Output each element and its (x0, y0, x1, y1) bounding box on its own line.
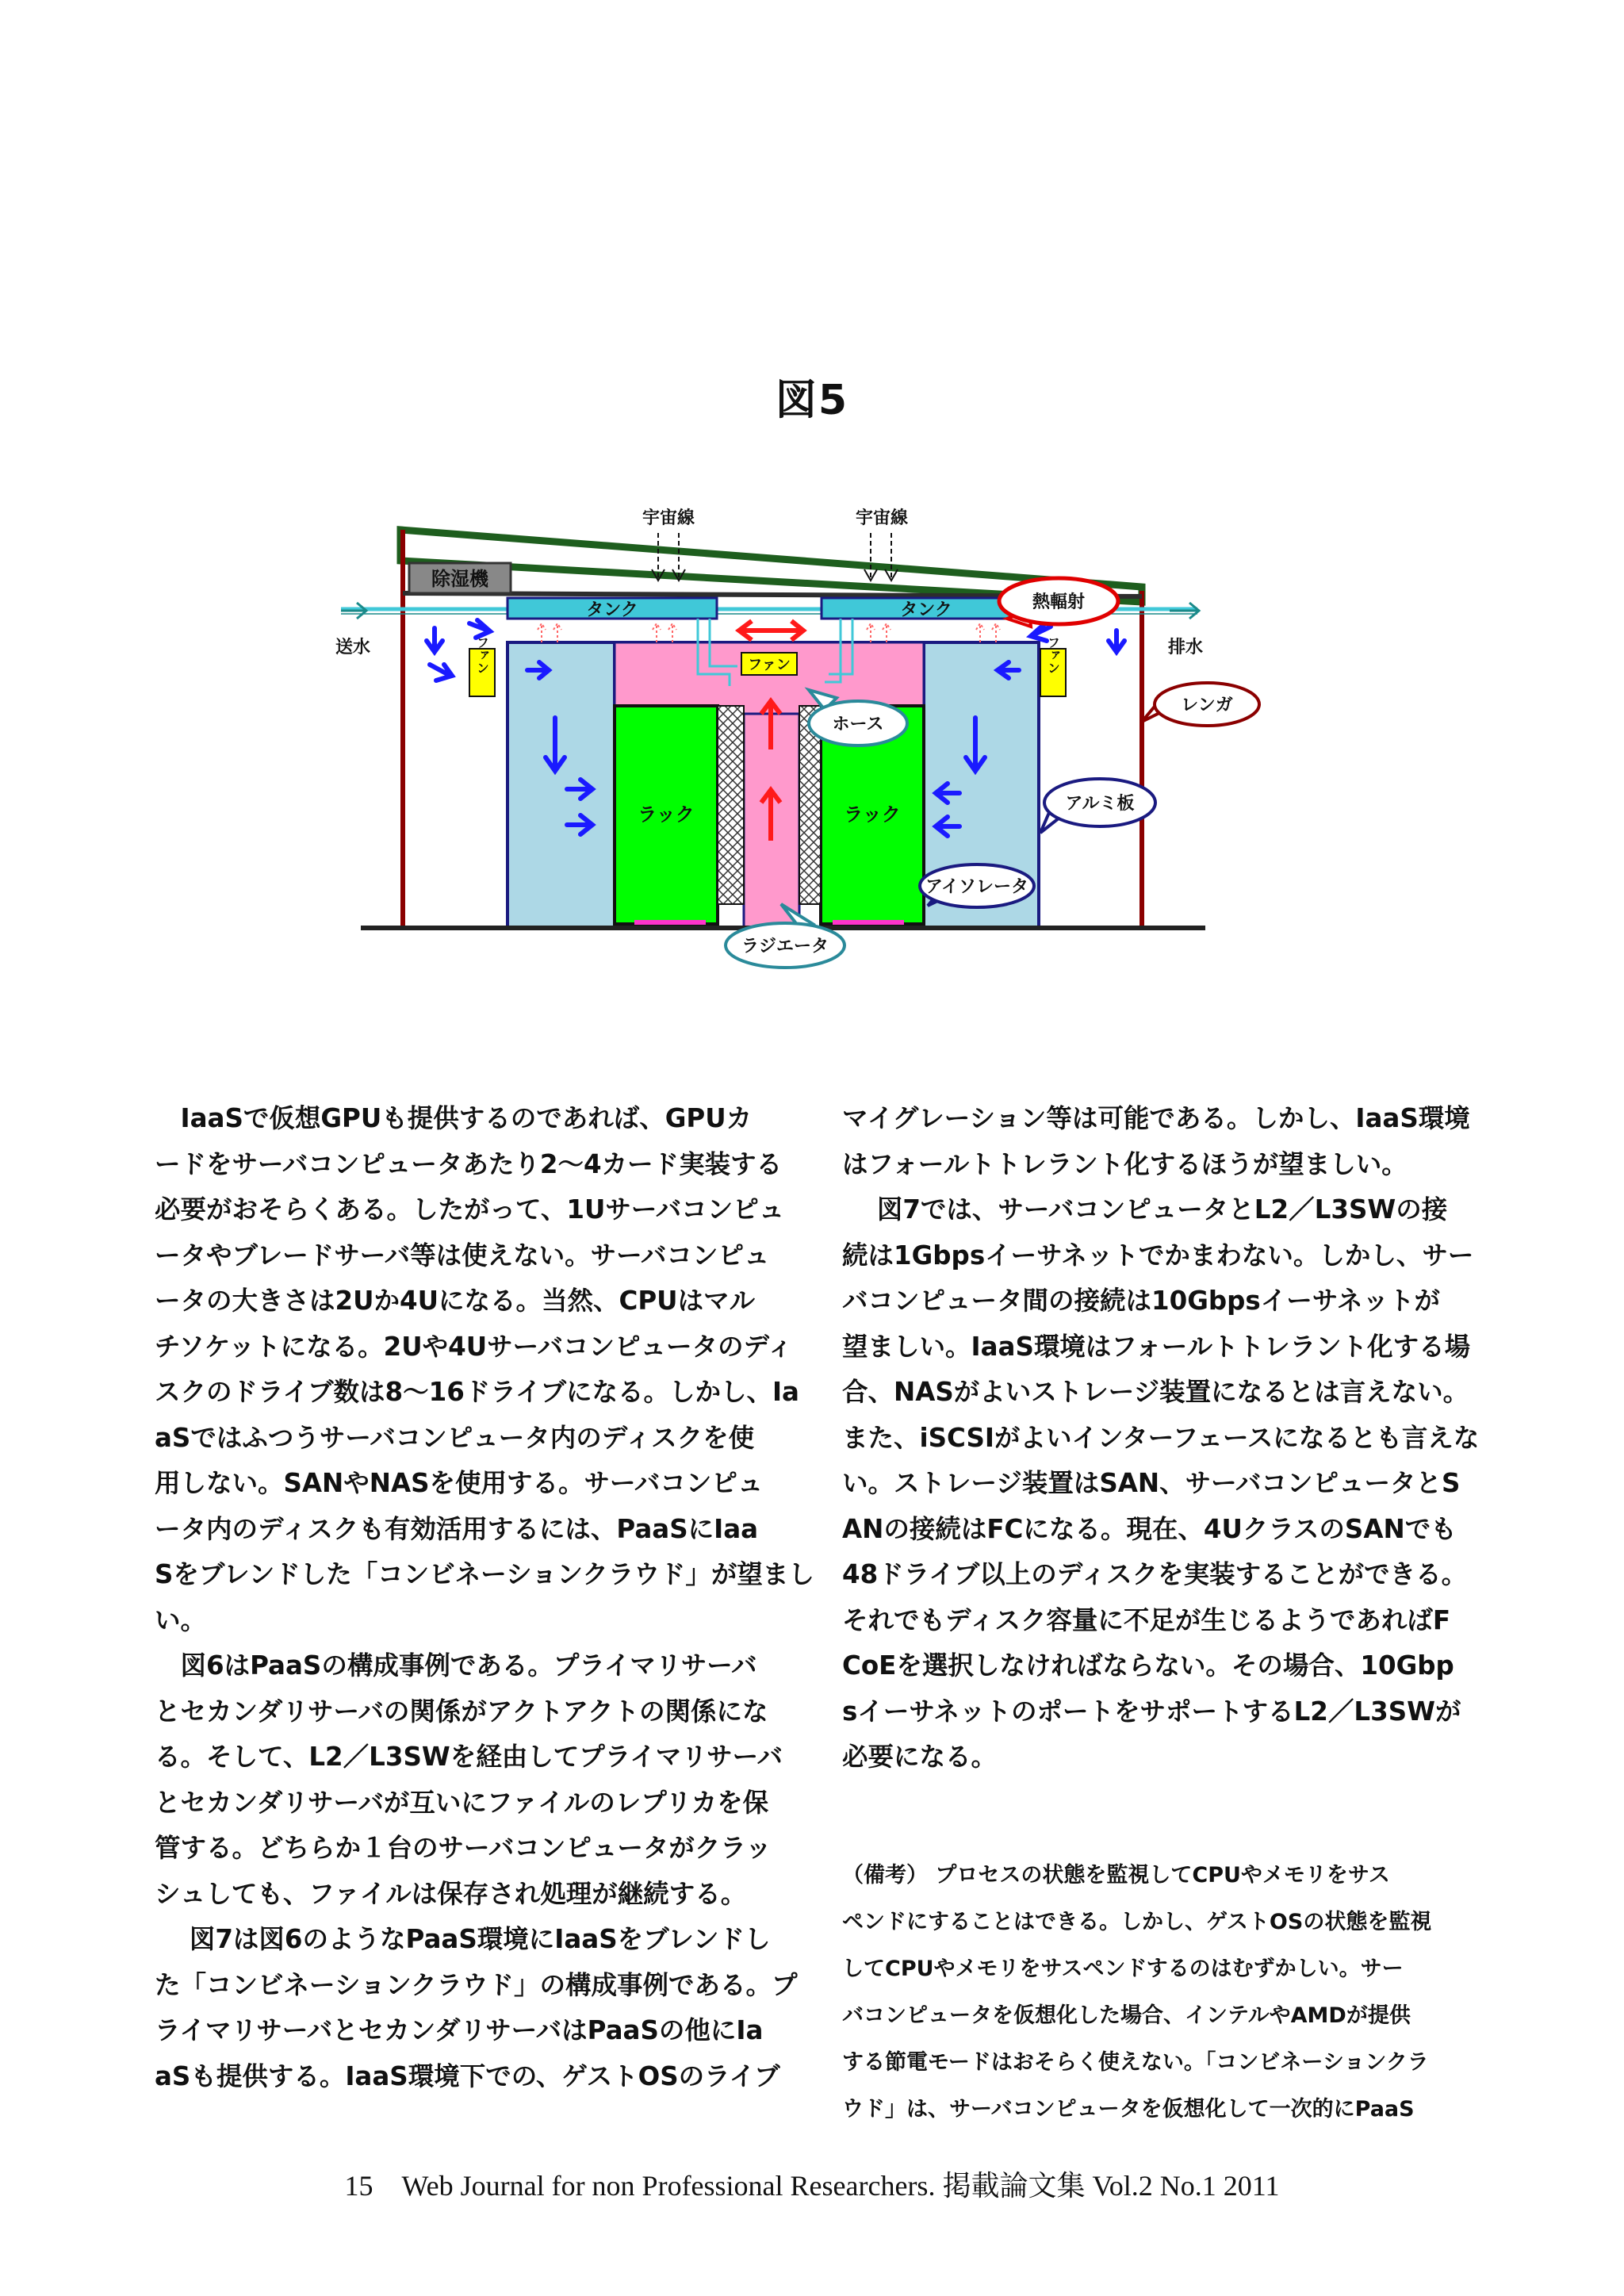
text-line: スクのドライブ数は8～16ドライブになる。しかし、Ia (155, 1377, 799, 1407)
insulator-callout (920, 864, 1034, 907)
cosmic-ray-label-1: 宇宙線 (642, 508, 695, 528)
text-line: それでもディスク容量に不足が生じるようであればF (842, 1604, 1451, 1635)
notes-block (842, 1852, 1477, 2133)
brick-label: レンガ (1181, 696, 1233, 715)
heat-radiation-callout (999, 578, 1118, 627)
text-line: aSも提供する。IaaS環境下での、ゲストOSのライブ (155, 2060, 780, 2091)
body-left-column (155, 1096, 814, 2099)
text-line: バコンピュータを仮想化した場合、インテルやAMDが提供 (842, 2003, 1411, 2028)
cooling-diagram (0, 0, 1624, 999)
text-line: マイグレーション等は可能である。しかし、IaaS環境 (842, 1103, 1470, 1133)
text-line: ータ内のディスクも有効活用するには、PaaSにIaa (155, 1513, 759, 1544)
cold-aisle-left (508, 642, 615, 928)
text-line: ードをサーバコンピュータあたり2～4カード実装する (155, 1148, 783, 1179)
text-line: してCPUやメモリをサスペンドするのはむずかしい。サー (842, 1957, 1404, 1981)
heat-radiation-label: 熱輻射 (1032, 592, 1086, 612)
text-line: 必要になる。 (842, 1742, 998, 1772)
text-line: た「コンビネーションクラウド」の構成事例である。プ (155, 1969, 798, 2000)
text-line: sイーサネットのポートをサポートするL2／L3SWが (842, 1696, 1461, 1727)
text-line: 図7では、サーバコンピュータとL2／L3SWの接 (842, 1194, 1448, 1225)
radiator-label: ラジエータ (741, 937, 829, 956)
floor-strip-1 (634, 920, 706, 925)
water-out-label: 排水 (1167, 638, 1204, 657)
text-line: Sをブレンドした「コンビネーションクラウド」が望まし (155, 1559, 814, 1589)
tank-1-label: タンク (586, 600, 638, 620)
text-line: 続は1Gbpsイーサネットでかまわない。しかし、サー (842, 1240, 1474, 1271)
text-line: ライマリサーバとセカンダリサーバはPaaSの他にIa (155, 2015, 764, 2045)
text-line: ペンドにすることはできる。しかし、ゲストOSの状態を監視 (842, 1910, 1432, 1934)
fan-center-label: ファン (748, 657, 791, 673)
text-line: シュしても、ファイルは保存され処理が継続する。 (155, 1878, 747, 1909)
text-line: はフォールトトレラント化するほうが望ましい。 (842, 1148, 1408, 1179)
cosmic-ray-label-2: 宇宙線 (855, 508, 909, 528)
text-line: 図6はPaaSの構成事例である。プライマリサーバ (155, 1650, 757, 1681)
water-in-label: 送水 (335, 638, 371, 657)
radiator-left (718, 706, 744, 904)
brick-callout (1142, 683, 1259, 726)
text-line: チソケットになる。2Uや4Uサーバコンピュータのディ (155, 1331, 793, 1362)
rack-2-label: ラック (844, 803, 901, 826)
fan-left-label: ファン (474, 636, 490, 674)
body-right-column (842, 1096, 1480, 1780)
hose-label: ホース (832, 715, 884, 734)
text-line: い。ストレージ装置はSAN、サーバコンピュータとS (842, 1468, 1461, 1498)
text-line: 必要がおそらくある。したがって、1Uサーバコンピュ (155, 1194, 785, 1225)
text-line: る。そして、L2／L3SWを経由してプライマリサーバ (155, 1742, 783, 1772)
text-line: ータやブレードサーバ等は使えない。サーバコンピュ (155, 1240, 770, 1271)
text-line: 48ドライブ以上のディスクを実装することができる。 (842, 1559, 1468, 1589)
text-line: ANの接続はFCになる。現在、4UクラスのSANでも (842, 1513, 1457, 1544)
floor-strip-2 (833, 920, 904, 925)
text-line: ウド」は、サーバコンピュータを仮想化して一次的にPaaS (842, 2097, 1415, 2122)
aluminum-callout (1040, 779, 1155, 833)
text-line: 図7は図6のようなPaaS環境にIaaSをブレンドし (155, 1924, 771, 1954)
tank-2-label: タンク (900, 600, 952, 620)
text-line: する節電モードはおそらく使えない。「コンビネーションクラ (842, 2050, 1429, 2075)
text-line: バコンピュータ間の接続は10Gbpsイーサネットが (842, 1286, 1440, 1316)
text-line: また、iSCSIがよいインターフェースになるとも言えな (842, 1422, 1480, 1453)
text-line: 合、NASがよいストレージ装置になるとは言えない。 (842, 1377, 1469, 1407)
text-line: 用しない。SANやNASを使用する。サーバコンピュ (155, 1468, 764, 1498)
figure-title: 図5 (775, 377, 849, 424)
text-line: CoEを選択しなければならない。その場合、10Gbp (842, 1650, 1454, 1681)
insulator-label: アイソレータ (925, 877, 1029, 897)
text-line: IaaSで仮想GPUも提供するのであれば、GPUカ (155, 1103, 753, 1133)
text-line: とセカンダリサーバが互いにファイルのレプリカを保 (155, 1787, 769, 1818)
text-line: 管する。どちらか１台のサーバコンピュータがクラッ (155, 1833, 772, 1863)
fan-right-label: ファン (1045, 636, 1061, 674)
text-line: 望ましい。IaaS環境はフォールトトレラント化する場 (842, 1331, 1471, 1362)
text-line: い。 (155, 1604, 207, 1635)
text-line: とセカンダリサーバの関係がアクトアクトの関係にな (155, 1696, 768, 1727)
page-footer: 15 Web Journal for non Professional Researchers. 掲載論文集 Vol.2 No.1 2011 (344, 2170, 1280, 2202)
dehumidifier-label: 除湿機 (431, 568, 488, 590)
text-line: aSではふつうサーバコンピュータ内のディスクを使 (155, 1422, 755, 1453)
aluminum-label: アルミ板 (1065, 794, 1135, 814)
text-line: （備考） プロセスの状態を監視してCPUやメモリをサス (842, 1863, 1390, 1888)
rack-1-label: ラック (638, 803, 695, 826)
text-line: ータの大きさは2Uか4Uになる。当然、CPUはマル (155, 1286, 756, 1316)
